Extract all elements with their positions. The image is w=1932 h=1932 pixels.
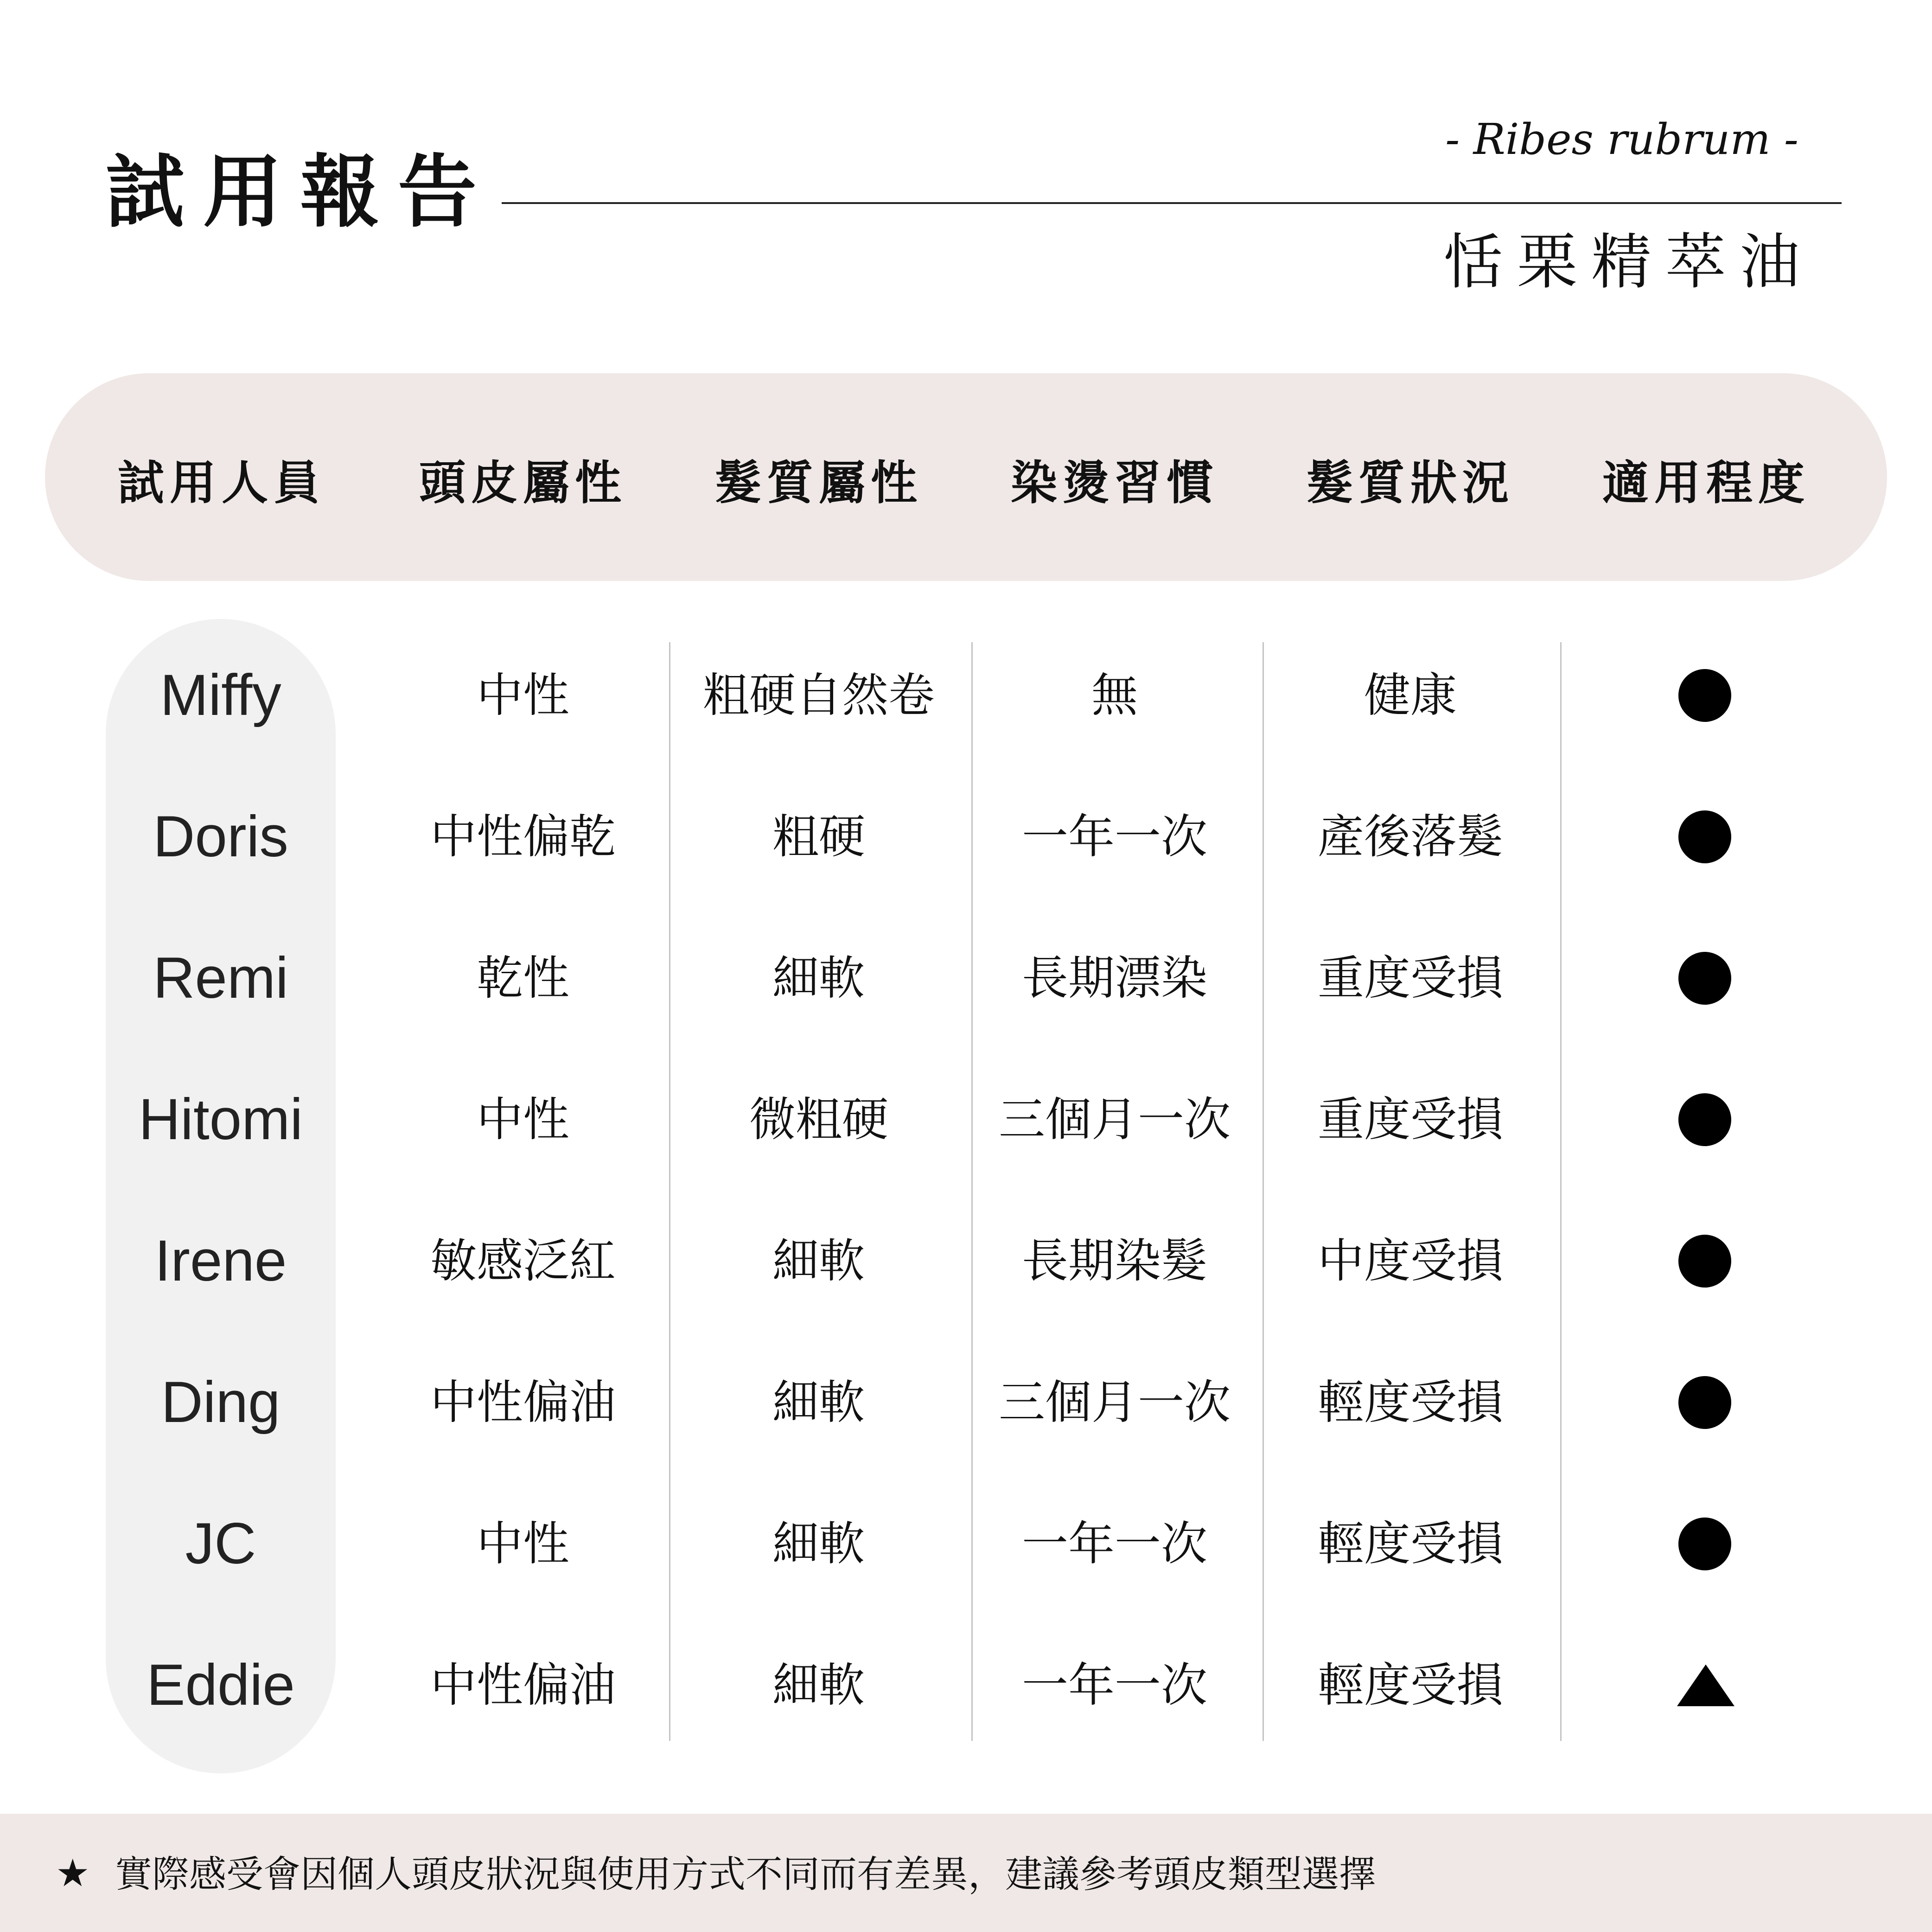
- hair-type-cell: 細軟: [772, 1375, 865, 1429]
- hair-condition-cell: 輕度受損: [1318, 1658, 1503, 1712]
- hair-condition-cell: 重度受損: [1318, 1092, 1503, 1147]
- scalp-type-cell: 敏感泛紅: [430, 1234, 616, 1288]
- hair-type-cell: 細軟: [772, 1517, 865, 1571]
- title-divider-line: [502, 202, 1842, 204]
- hair-type-cell: 粗硬自然卷: [703, 668, 935, 722]
- dye-habit-cell: 長期漂染: [1022, 951, 1207, 1005]
- column-divider: [669, 642, 670, 1741]
- hair-condition-cell: 產後落髮: [1318, 810, 1503, 864]
- scalp-type-cell: 中性: [477, 1517, 569, 1571]
- scalp-type-cell: 中性偏油: [430, 1375, 616, 1429]
- scalp-type-cell: 中性: [477, 668, 569, 722]
- dye-habit-cell: 一年一次: [1022, 1658, 1207, 1712]
- dye-habit-cell: 三個月一次: [999, 1375, 1231, 1429]
- hair-type-cell: 細軟: [772, 951, 865, 1005]
- latin-product-name: - Ribes rubrum -: [1445, 115, 1798, 164]
- hair-condition-cell: 重度受損: [1318, 951, 1503, 1005]
- hair-type-cell: 細軟: [772, 1658, 865, 1712]
- filled-circle-icon: [1678, 1235, 1731, 1288]
- hair-type-cell: 細軟: [772, 1234, 865, 1288]
- scalp-type-cell: 中性偏乾: [430, 810, 616, 864]
- filled-circle-icon: [1678, 1093, 1731, 1146]
- filled-circle-icon: [1678, 1518, 1731, 1570]
- scalp-type-cell: 乾性: [477, 951, 569, 1005]
- tester-name: Miffy: [160, 663, 281, 727]
- tester-name: Eddie: [147, 1653, 295, 1717]
- column-divider: [1262, 642, 1264, 1741]
- report-title: 試用報告: [106, 147, 496, 238]
- column-header-tester: 試用人員: [118, 456, 325, 510]
- filled-circle-icon: [1678, 669, 1731, 722]
- tester-name: JC: [185, 1511, 256, 1576]
- tester-name: Remi: [153, 946, 288, 1010]
- triangle-icon: [1677, 1664, 1734, 1706]
- column-header-hair-type: 髮質屬性: [715, 456, 923, 510]
- tester-name: Hitomi: [138, 1087, 303, 1152]
- dye-habit-cell: 一年一次: [1022, 810, 1207, 864]
- hair-type-cell: 微粗硬: [749, 1092, 888, 1147]
- hair-condition-cell: 健康: [1364, 668, 1457, 722]
- dye-habit-cell: 一年一次: [1022, 1517, 1207, 1571]
- tester-name: Doris: [153, 804, 288, 869]
- column-header-hair-condition: 髮質狀況: [1307, 456, 1514, 510]
- footer-note: 實際感受會因個人頭皮狀況與使用方式不同而有差異，建議參考頭皮類型選擇: [115, 1853, 1376, 1896]
- tester-name-band: [106, 619, 336, 1773]
- column-header-scalp: 頭皮屬性: [419, 456, 627, 510]
- dye-habit-cell: 無: [1091, 668, 1138, 722]
- filled-circle-icon: [1678, 1376, 1731, 1429]
- dye-habit-cell: 長期染髮: [1022, 1234, 1207, 1288]
- column-header-dye-habit: 染燙習慣: [1011, 456, 1218, 510]
- hair-condition-cell: 中度受損: [1318, 1234, 1503, 1288]
- scalp-type-cell: 中性: [477, 1092, 569, 1147]
- hair-condition-cell: 輕度受損: [1318, 1375, 1503, 1429]
- product-name: 恬栗精萃油: [1442, 227, 1814, 297]
- hair-type-cell: 粗硬: [772, 810, 865, 864]
- star-icon: ★: [56, 1851, 90, 1895]
- tester-name: Ding: [161, 1370, 281, 1435]
- tester-name: Irene: [154, 1229, 287, 1293]
- filled-circle-icon: [1678, 810, 1731, 863]
- filled-circle-icon: [1678, 952, 1731, 1005]
- scalp-type-cell: 中性偏油: [430, 1658, 616, 1712]
- column-header-suitability: 適用程度: [1602, 456, 1810, 510]
- column-divider: [1560, 642, 1562, 1741]
- hair-condition-cell: 輕度受損: [1318, 1517, 1503, 1571]
- dye-habit-cell: 三個月一次: [999, 1092, 1231, 1147]
